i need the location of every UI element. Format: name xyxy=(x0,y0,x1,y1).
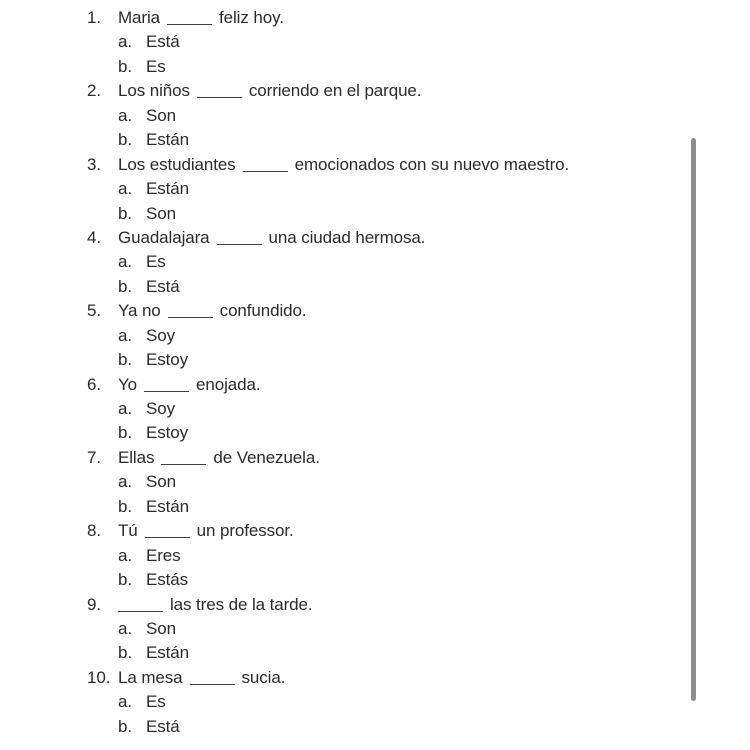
option-line xyxy=(0,397,750,421)
option-text: Estoy xyxy=(146,423,189,443)
question-text: La mesa sucia. xyxy=(118,667,286,687)
question-block xyxy=(0,593,750,666)
question-text: Los estudiantes emocionados con su nuevo maestro. xyxy=(118,154,570,174)
question-block xyxy=(0,446,750,519)
question-text: Ya no confundido. xyxy=(118,301,307,321)
option-letter: a. xyxy=(118,692,132,712)
option-text: Son xyxy=(146,105,176,125)
option-text: Soy xyxy=(146,325,175,345)
question-text: Tú un professor. xyxy=(118,521,294,541)
question-line xyxy=(0,593,750,617)
option-line xyxy=(0,641,750,665)
question-line xyxy=(0,373,750,397)
option-text: Estás xyxy=(146,570,189,590)
option-line xyxy=(0,128,750,152)
option-text: Está xyxy=(146,276,180,296)
answer-blank xyxy=(145,536,190,538)
option-text: Son xyxy=(146,472,176,492)
option-letter: a. xyxy=(118,399,132,418)
question-line xyxy=(0,79,750,103)
option-line xyxy=(0,30,750,54)
question-block xyxy=(0,79,750,152)
option-letter: b. xyxy=(118,130,132,150)
question-block xyxy=(0,666,750,739)
question-text: Yo enojada. xyxy=(118,374,261,394)
option-text: Estoy xyxy=(146,350,189,370)
option-letter: b. xyxy=(118,350,132,370)
option-text: Están xyxy=(146,130,189,150)
option-line xyxy=(0,202,750,226)
option-line xyxy=(0,104,750,128)
question-number: 8. xyxy=(87,521,101,541)
option-line xyxy=(0,348,750,372)
option-letter: a. xyxy=(118,618,132,638)
question-number: 7. xyxy=(87,447,101,467)
option-line xyxy=(0,690,750,714)
option-text: Soy xyxy=(146,399,175,418)
question-block xyxy=(0,519,750,592)
option-letter: b. xyxy=(118,203,132,223)
option-text: Son xyxy=(146,618,176,638)
option-text: Eres xyxy=(146,545,181,565)
option-letter: b. xyxy=(118,570,132,590)
question-text: Guadalajara una ciudad hermosa. xyxy=(118,227,426,247)
question-block xyxy=(0,226,750,299)
answer-blank xyxy=(217,243,262,245)
option-line xyxy=(0,324,750,348)
option-text: Es xyxy=(146,692,166,712)
option-text: Es xyxy=(146,252,166,272)
answer-blank xyxy=(144,390,189,392)
option-letter: a. xyxy=(118,325,132,345)
option-letter: a. xyxy=(118,472,132,492)
question-line xyxy=(0,519,750,543)
option-letter: a. xyxy=(118,32,132,52)
question-text: Ellas de Venezuela. xyxy=(118,447,320,467)
question-number: 10. xyxy=(87,667,111,687)
option-letter: a. xyxy=(118,545,132,565)
option-line xyxy=(0,495,750,519)
question-number: 3. xyxy=(87,154,101,174)
question-text: Maria feliz hoy. xyxy=(118,8,284,27)
question-number: 2. xyxy=(87,81,101,101)
answer-blank xyxy=(118,610,163,612)
question-block xyxy=(0,153,750,226)
option-text: Son xyxy=(146,203,176,223)
option-line xyxy=(0,275,750,299)
option-line xyxy=(0,177,750,201)
question-line xyxy=(0,299,750,323)
option-letter: b. xyxy=(118,716,132,736)
option-text: Es xyxy=(146,56,166,76)
question-line xyxy=(0,446,750,470)
question-number: 4. xyxy=(87,227,101,247)
question-block xyxy=(0,299,750,372)
question-line xyxy=(0,153,750,177)
question-number: 1. xyxy=(87,8,101,27)
question-number: 9. xyxy=(87,594,101,614)
answer-blank xyxy=(190,683,235,685)
option-line xyxy=(0,470,750,494)
question-number: 6. xyxy=(87,374,101,394)
option-letter: a. xyxy=(118,179,132,199)
question-list xyxy=(0,6,750,739)
option-line xyxy=(0,715,750,739)
option-text: Está xyxy=(146,716,180,736)
option-text: Están xyxy=(146,643,189,663)
option-text: Están xyxy=(146,179,189,199)
question-text: las tres de la tarde. xyxy=(118,595,312,614)
option-line xyxy=(0,55,750,79)
question-block xyxy=(0,6,750,79)
question-number: 5. xyxy=(87,301,101,321)
option-line xyxy=(0,544,750,568)
option-letter: b. xyxy=(118,276,132,296)
option-letter: b. xyxy=(118,496,132,516)
scrollbar-thumb[interactable] xyxy=(691,138,696,701)
option-line xyxy=(0,617,750,641)
answer-blank xyxy=(197,96,242,98)
answer-blank xyxy=(161,463,206,465)
option-letter: a. xyxy=(118,105,132,125)
option-letter: b. xyxy=(118,423,132,443)
option-line xyxy=(0,250,750,274)
answer-blank xyxy=(168,316,213,318)
question-block xyxy=(0,373,750,446)
option-text: Están xyxy=(146,496,189,516)
option-line xyxy=(0,568,750,592)
question-text: Los niños corriendo en el parque. xyxy=(118,81,422,101)
option-letter: b. xyxy=(118,643,132,663)
option-text: Está xyxy=(146,32,180,52)
option-line xyxy=(0,421,750,445)
answer-blank xyxy=(243,170,288,172)
answer-blank xyxy=(167,23,212,25)
question-line xyxy=(0,226,750,250)
option-letter: b. xyxy=(118,56,132,76)
question-line xyxy=(0,6,750,30)
option-letter: a. xyxy=(118,252,132,272)
question-line xyxy=(0,666,750,690)
